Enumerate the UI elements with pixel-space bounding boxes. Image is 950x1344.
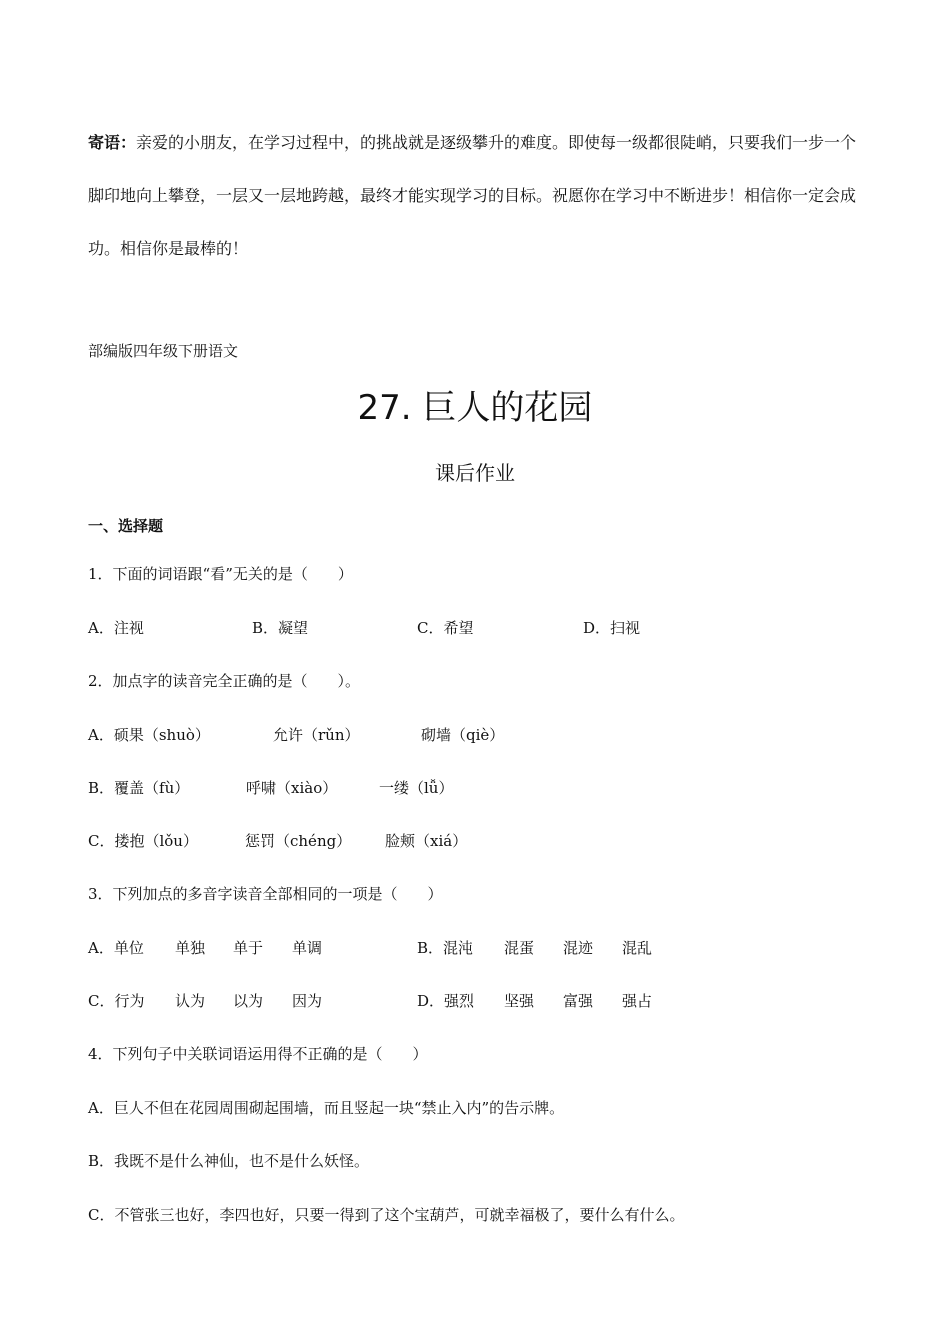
- question-stem: 3．下列加点的多音字读音全部相同的一项是（ ）: [88, 885, 443, 903]
- word-item: 单调: [292, 939, 323, 957]
- word-item: 脸颊（xiá）: [385, 832, 468, 850]
- option-b: B．凝望: [252, 619, 309, 637]
- subject-line: 部编版四年级下册语文: [88, 342, 239, 360]
- message-paragraph: [88, 116, 864, 275]
- word-item: 惩罚（chéng）: [245, 832, 352, 850]
- option-c: C．希望: [417, 619, 474, 637]
- word-item: 因为: [292, 992, 323, 1010]
- page-subtitle: 课后作业: [435, 461, 515, 485]
- word-item: 呼啸（xiào）: [246, 779, 338, 797]
- word-item: 一缕（lǚ）: [379, 779, 454, 797]
- word-item: 混蛋: [504, 939, 535, 957]
- option-b: B．我既不是什么神仙，也不是什么妖怪。: [88, 1152, 370, 1170]
- word-item: 单独: [175, 939, 206, 957]
- page-title: 27. 巨人的花园: [357, 388, 593, 428]
- question-stem: 2．加点字的读音完全正确的是（ ）。: [88, 672, 361, 690]
- option-a: A．注视: [88, 619, 144, 637]
- message-text: 亲爱的小朋友，在学习过程中，的挑战就是逐级攀升的难度。即使每一级都很陡峭，只要我们一步一个脚印地向上攀登，一层又一层地跨越，最终才能实现学习的目标。祝愿你在学习中不断进步！相信你一定会成功。相信你是最棒的！: [88, 133, 857, 258]
- word-item: 坚强: [504, 992, 535, 1010]
- word-item: 混迹: [563, 939, 594, 957]
- word-item: A．单位: [88, 939, 144, 957]
- option-a: A．巨人不但在花园周围砌起围墙，而且竖起一块“禁止入内”的告示牌。: [88, 1099, 565, 1117]
- word-item: C．行为: [88, 992, 145, 1010]
- word-item: C．搂抱（lǒu）: [88, 832, 198, 850]
- word-item: A．硕果（shuò）: [88, 726, 210, 744]
- word-item: 混乱: [622, 939, 653, 957]
- section-heading: 一、选择题: [88, 517, 164, 535]
- word-item: 以为: [233, 992, 264, 1010]
- word-item: 单于: [233, 939, 264, 957]
- word-item: 认为: [175, 992, 206, 1010]
- word-item: B．混沌: [417, 939, 474, 957]
- question-stem: 1．下面的词语跟“看”无关的是（ ）: [88, 565, 353, 583]
- word-item: 富强: [563, 992, 594, 1010]
- option-d: D．扫视: [583, 619, 641, 637]
- word-item: D．强烈: [417, 992, 475, 1010]
- word-item: B．覆盖（fù）: [88, 779, 190, 797]
- word-item: 砌墙（qiè）: [421, 726, 505, 744]
- message-label: 寄语：: [88, 133, 137, 152]
- word-item: 允许（rǔn）: [273, 726, 360, 744]
- option-c: C．不管张三也好，李四也好，只要一得到了这个宝葫芦，可就幸福极了，要什么有什么。: [88, 1206, 685, 1224]
- word-item: 强占: [622, 992, 653, 1010]
- question-stem: 4．下列句子中关联词语运用得不正确的是（ ）: [88, 1045, 428, 1063]
